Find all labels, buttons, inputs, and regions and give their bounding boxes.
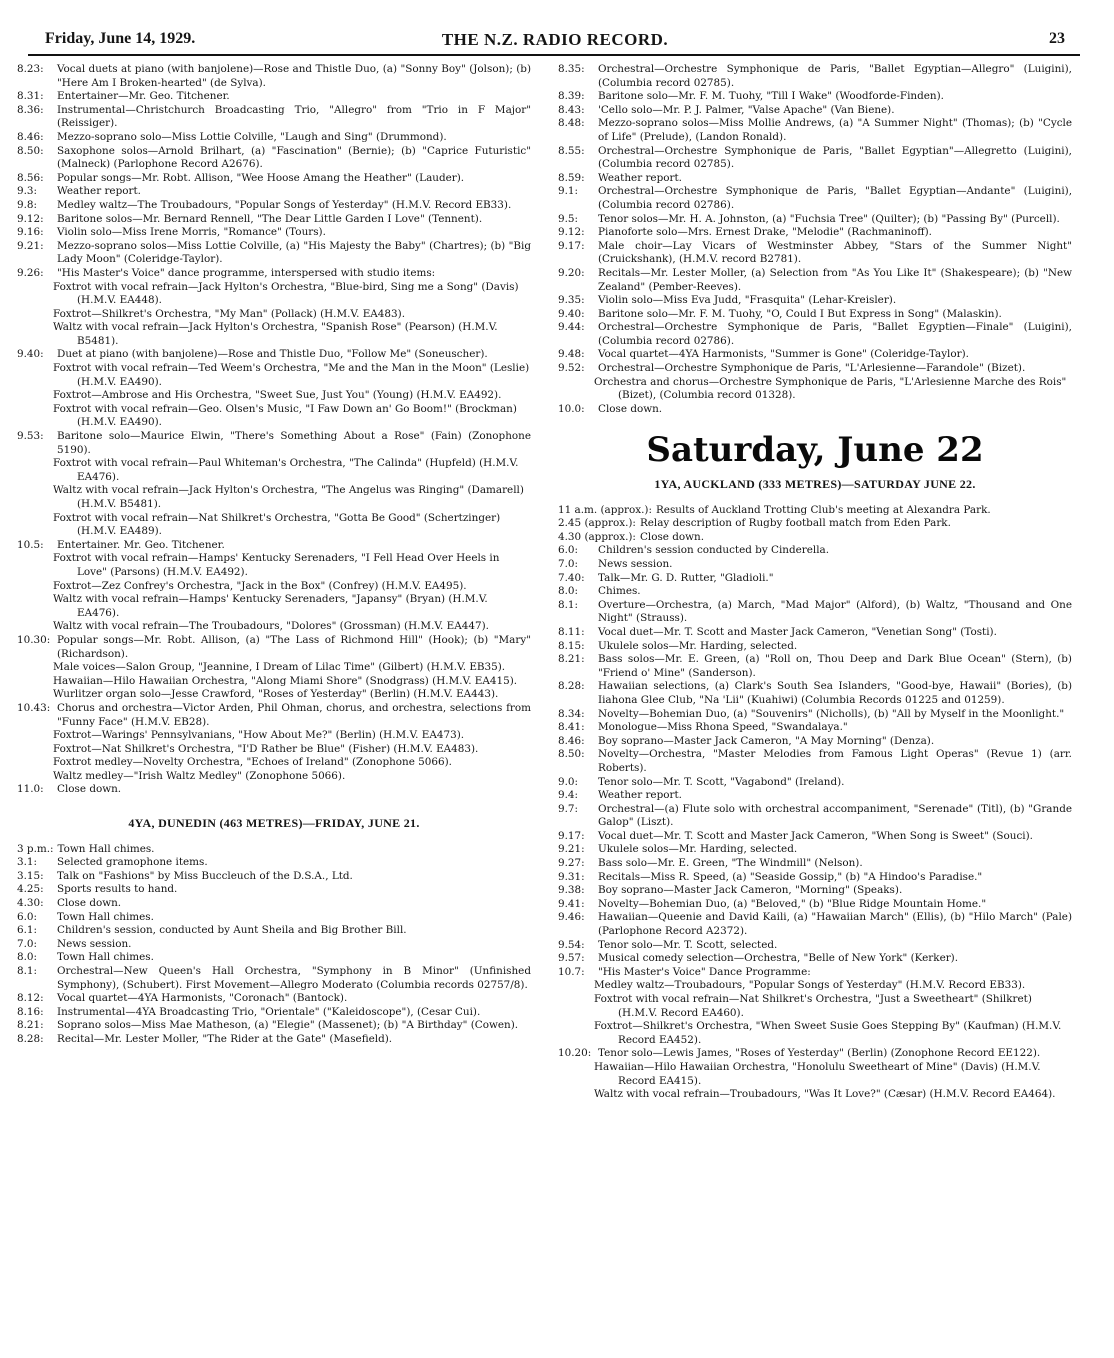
entry-text: Recital—Mr. Lester Moller, "The Rider at the Gate" (Masefield). [57, 1032, 393, 1045]
programme-item: Orchestra and chorus—Orchestre Symphonique de Paris, "L'Arlesienne Marche des Rois" (Bizet), (Columbia record 01328). [594, 375, 1067, 402]
entry-text: Monologue—Miss Rhona Speed, "Swandalaya." [598, 721, 848, 734]
programme-entry [558, 226, 1072, 240]
programme-list [558, 504, 1072, 980]
programme-entry [17, 897, 531, 911]
entry-time: 11.0: [17, 783, 44, 796]
programme-entry [17, 199, 531, 213]
entry-time: 9.16: [17, 226, 44, 239]
programme-entry [558, 653, 1072, 680]
entry-text: Instrumental—4YA Broadcasting Trio, "Orientale" ("Kaleidoscope"), (Cesar Cui). [57, 1005, 481, 1018]
programme-entry [17, 883, 531, 897]
programme-entry [558, 898, 1072, 912]
entry-text: Orchestral—New Queen's Hall Orchestra, "Symphony in B Minor" (Unfinished Symphony), (Schubert). First Movement—Allegro Moderato (Columbia records 02757/8). [57, 965, 531, 991]
programme-entry [558, 789, 1072, 803]
programme-list [558, 63, 1072, 376]
programme-entry [17, 185, 531, 199]
entry-time: 9.46: [558, 911, 585, 924]
entry-text: Medley waltz—The Troubadours, "Popular Songs of Yesterday" (H.M.V. Record EB33). [57, 198, 512, 211]
section-heading-1ya: 1YA, AUCKLAND (333 METRES)—SATURDAY JUNE 22. [654, 477, 976, 492]
entry-text: Recitals—Miss R. Speed, (a) "Seaside Gossip," (b) "A Hindoo's Paradise." [598, 870, 983, 883]
entry-text: Baritone solo—Mr. F. M. Tuohy, "O, Could I But Express in Song" (Malaskin). [598, 307, 1002, 320]
programme-entry [17, 348, 531, 362]
programme-entry [558, 871, 1072, 885]
entry-text: Close down. [598, 402, 663, 415]
entry-time: 8.31: [17, 90, 44, 103]
right-column [558, 63, 1072, 1102]
entry-text: Saxophone solos—Arnold Brilhart, (a) "Fascination" (Bernie); (b) "Caprice Futuristic" (Malneck) (Parlophone Record A2676). [57, 144, 531, 171]
entry-text: Weather report. [598, 789, 682, 802]
entry-text: Musical comedy selection—Orchestra, "Belle of New York" (Kerker). [598, 952, 959, 965]
entry-text: Tenor solo—Mr. T. Scott, "Vagabond" (Ireland). [598, 775, 845, 788]
entry-text: Children's session conducted by Cinderella. [598, 544, 830, 557]
entry-time: 8.55: [558, 144, 585, 157]
entry-time: 9.5: [558, 212, 579, 225]
entry-text: Bass solo—Mr. E. Green, "The Windmill" (Nelson). [598, 857, 863, 870]
entry-time: 7.40: [558, 571, 585, 584]
entry-text: Recitals—Mr. Lester Moller, (a) Selection from "As You Like It" (Shakespeare); (b) "New Zealand" (Pember-Reeves). [598, 266, 1072, 293]
programme-item: Wurlitzer organ solo—Jesse Crawford, "Roses of Yesterday" (Berlin) (H.M.V. EA443). [53, 688, 499, 701]
entry-text: Ukulele solos—Mr. Harding, selected. [598, 843, 798, 856]
programme-list [17, 843, 531, 1047]
entry-text: Mezzo-soprano solo—Miss Lottie Colville, "Laugh and Sing" (Drummond). [57, 130, 447, 143]
programme-entry [558, 294, 1072, 308]
entry-time: 10.7: [558, 965, 585, 978]
programme-entry-wrap [17, 348, 531, 362]
entry-text: Novelty—Bohemian Duo, (a) "Souvenirs" (Nicholls), (b) "All by Myself in the Moonlight." [598, 707, 1065, 720]
entry-time: 9.1: [558, 185, 579, 198]
entry-text: Entertainer—Mr. Geo. Titchener. [57, 90, 230, 103]
entry-text: Town Hall chimes. [57, 951, 154, 964]
programme-entry [17, 856, 531, 870]
entry-text: Tenor solo—Mr. T. Scott, selected. [598, 938, 778, 951]
programme-entry [558, 776, 1072, 790]
entry-time: 9.57: [558, 952, 585, 965]
programme-entry [17, 539, 531, 553]
entry-time: 8.36: [17, 103, 44, 116]
programme-entry-wrap [17, 702, 531, 729]
programme-item: Foxtrot medley—Novelty Orchestra, "Echoes of Ireland" (Zonophone 5066). [53, 756, 452, 769]
programme-entry [17, 63, 531, 90]
entry-time: 8.46: [17, 130, 44, 143]
programme-entry-wrap [17, 783, 531, 797]
programme-entry [558, 240, 1072, 267]
programme-entry [17, 965, 531, 992]
programme-entry [17, 951, 531, 965]
programme-entry [558, 104, 1072, 118]
programme-entry [558, 348, 1072, 362]
entry-time: 3 p.m.: [17, 842, 54, 855]
entry-text: Popular songs—Mr. Robt. Allison, (a) "The Lass of Richmond Hill" (Hook); (b) "Mary" (Richardson). [57, 633, 531, 660]
programme-item: Foxtrot with vocal refrain—Geo. Olsen's Music, "I Faw Down an' Go Boom!" (Brockman) (H.M.V. EA490). [53, 402, 517, 429]
entry-text: Sports results to hand. [57, 883, 178, 896]
programme-entry [558, 735, 1072, 749]
entry-text: Talk on "Fashions" by Miss Buccleuch of the D.S.A., Ltd. [57, 869, 353, 882]
programme-entry-wrap [17, 430, 531, 457]
entry-time: 9.17: [558, 829, 585, 842]
entry-time: 8.21: [17, 1019, 44, 1032]
entry-text: 'Cello solo—Mr. P. J. Palmer, "Valse Apache" (Van Biene). [598, 103, 895, 116]
programme-entry [558, 403, 1072, 417]
programme-list [17, 457, 531, 539]
programme-entry [558, 267, 1072, 294]
programme-entry [558, 172, 1072, 186]
programme-item: Foxtrot with vocal refrain—Nat Shilkret's Orchestra, "Gotta Be Good" (Schertzinger) (H.M.V. EA489). [53, 511, 501, 538]
entry-time: 9.4: [558, 789, 579, 802]
programme-entry [17, 131, 531, 145]
programme-entry [558, 145, 1072, 172]
entry-time: 9.48: [558, 348, 585, 361]
entry-text: Orchestral—Orchestre Symphonique de Paris, "L'Arlesienne—Farandole" (Bizet). [598, 362, 1026, 375]
programme-list [17, 63, 531, 281]
entry-text: Baritone solos—Mr. Bernard Rennell, "The Dear Little Garden I Love" (Tennent). [57, 212, 483, 225]
programme-entry [558, 857, 1072, 871]
programme-entry [558, 544, 1072, 558]
programme-entry [17, 90, 531, 104]
entry-text: Selected gramophone items. [57, 856, 208, 869]
entry-time: 4.25: [17, 883, 44, 896]
programme-item: Foxtrot with vocal refrain—Nat Shilkret's Orchestra, "Just a Sweetheart" (Shilkret) (H.M.V. Record EA460). [594, 993, 1032, 1019]
programme-entry [558, 680, 1072, 707]
programme-entry [558, 640, 1072, 654]
programme-item: Hawaiian—Hilo Hawaiian Orchestra, "Honolulu Sweetheart of Mine" (Davis) (H.M.V. Record EA415). [594, 1060, 1041, 1087]
programme-entry [17, 145, 531, 172]
programme-entry-wrap [558, 403, 1072, 417]
programme-entry [558, 803, 1072, 830]
entry-text: Entertainer. Mr. Geo. Titchener. [57, 538, 225, 551]
programme-entry [17, 1019, 531, 1033]
entry-text: Vocal quartet—4YA Harmonists, "Coronach" (Bantock). [57, 992, 348, 1005]
programme-entry-wrap [17, 634, 531, 661]
entry-time: 9.54: [558, 938, 585, 951]
programme-entry [17, 172, 531, 186]
entry-time: 9.40: [17, 348, 44, 361]
issue-date: Friday, June 14, 1929. [45, 30, 196, 47]
entry-text: Orchestral—(a) Flute solo with orchestral accompaniment, "Serenade" (Titl), (b) "Grande Galop" (Liszt). [598, 802, 1072, 829]
programme-entry [558, 843, 1072, 857]
entry-time: 6.0: [558, 544, 579, 557]
entry-time: 10.43: [17, 701, 51, 714]
entry-time: 11 a.m. (approx.): [558, 503, 652, 516]
programme-entry [17, 938, 531, 952]
entry-text: Overture—Orchestra, (a) March, "Mad Major" (Alford), (b) Waltz, "Thousand and One Night" (Strauss). [598, 598, 1072, 625]
entry-time: 8.35: [558, 63, 585, 75]
entry-time: 8.39: [558, 90, 585, 103]
entry-time: 9.38: [558, 884, 585, 897]
day-title: Saturday, June 22 [646, 430, 984, 471]
entry-time: 8.43: [558, 103, 585, 116]
entry-time: 2.45 (approx.): [558, 517, 636, 530]
entry-time: 8.48: [558, 117, 585, 130]
programme-item: Male voices—Salon Group, "Jeannine, I Dream of Lilac Time" (Gilbert) (H.M.V. EB35). [53, 661, 506, 674]
entry-text: Boy soprano—Master Jack Cameron, "Morning" (Speaks). [598, 884, 903, 897]
entry-time: 9.44: [558, 321, 585, 334]
programme-entry [17, 240, 531, 267]
entry-text: Orchestral—Orchestre Symphonique de Paris, "Ballet Egyptien—Finale" (Luigini), (Columbia record 02786). [598, 321, 1072, 347]
entry-time: 8.28: [17, 1032, 44, 1045]
programme-entry [17, 1033, 531, 1047]
entry-time: 9.35: [558, 294, 585, 307]
programme-entry [17, 213, 531, 227]
programme-entry [558, 117, 1072, 144]
programme-entry [558, 884, 1072, 898]
entry-time: 9.20: [558, 266, 585, 279]
entry-text: Weather report. [598, 171, 682, 184]
entry-time: 8.21: [558, 653, 585, 666]
entry-text: Boy soprano—Master Jack Cameron, "A May Morning" (Denza). [598, 734, 935, 747]
programme-item: Foxtrot—Warings' Pennsylvanians, "How About Me?" (Berlin) (H.M.V. EA473). [53, 729, 465, 742]
entry-time: 8.50: [558, 748, 585, 761]
entry-time: 9.3: [17, 185, 38, 198]
programme-entry [558, 63, 1072, 90]
entry-time: 10.0: [558, 402, 585, 415]
programme-item: Foxtrot—Zez Confrey's Orchestra, "Jack in the Box" (Confrey) (H.M.V. EA495). [53, 579, 467, 592]
programme-entry-wrap [17, 539, 531, 553]
programme-entry [558, 911, 1072, 938]
programme-entry [558, 626, 1072, 640]
entry-text: Town Hall chimes. [57, 910, 154, 923]
entry-time: 9.12: [17, 212, 44, 225]
entry-text: Ukulele solos—Mr. Harding, selected. [598, 639, 798, 652]
entry-text: Results of Auckland Trotting Club's meeting at Alexandra Park. [655, 503, 991, 516]
entry-time: 8.28: [558, 680, 585, 693]
entry-text: News session. [57, 937, 132, 950]
entry-text: Close down. [57, 897, 122, 910]
programme-entry [17, 843, 531, 857]
programme-entry [558, 213, 1072, 227]
programme-entry [17, 992, 531, 1006]
programme-entry [558, 708, 1072, 722]
programme-list [17, 661, 531, 702]
programme-item: Foxtrot—Nat Shilkret's Orchestra, "I'D Rather be Blue" (Fisher) (H.M.V. EA483). [53, 742, 479, 755]
entry-text: Pianoforte solo—Mrs. Ernest Drake, "Melodie" (Rachmaninoff). [598, 226, 932, 239]
entry-time: 8.1: [17, 965, 38, 977]
left-column [17, 63, 531, 1047]
entry-time: 9.12: [558, 226, 585, 239]
entry-text: Close down. [57, 783, 122, 796]
programme-entry [558, 321, 1072, 348]
entry-time: 9.17: [558, 239, 585, 252]
programme-entry [558, 748, 1072, 775]
programme-list [17, 729, 531, 783]
entry-time: 8.11: [558, 625, 585, 638]
entry-time: 9.40: [558, 307, 585, 320]
entry-text: Vocal duet—Mr. T. Scott and Master Jack Cameron, "Venetian Song" (Tosti). [598, 625, 997, 638]
programme-item: Foxtrot with vocal refrain—Hamps' Kentucky Serenaders, "I Fell Head Over Heels in Love" (Parsons) (H.M.V. EA492). [53, 552, 500, 578]
programme-list [558, 1061, 1072, 1102]
entry-text: Novelty—Orchestra, "Master Melodies from Famous Light Operas" (Revue 1) (arr. Roberts). [598, 748, 1072, 774]
entry-time: 8.1: [558, 598, 579, 611]
entry-text: "His Master's Voice" dance programme, interspersed with studio items: [57, 266, 436, 279]
entry-time: 9.8: [17, 198, 38, 211]
entry-time: 9.31: [558, 870, 585, 883]
programme-item: Foxtrot with vocal refrain—Paul Whiteman's Orchestra, "The Calinda" (Hupfeld) (H.M.V. EA476). [53, 457, 519, 483]
programme-entry [558, 308, 1072, 322]
entry-time: 3.15: [17, 869, 44, 882]
entry-time: 9.41: [558, 897, 585, 910]
entry-time: 3.1: [17, 856, 38, 869]
programme-entry [558, 830, 1072, 844]
entry-text: Male choir—Lay Vicars of Westminster Abbey, "Stars of the Summer Night" (Cruickshank), (H.M.V. record B2781). [598, 239, 1072, 266]
entry-text: Bass solos—Mr. E. Green, (a) "Roll on, Thou Deep and Dark Blue Ocean" (Stern), (b) "Friend o' Mine" (Sanderson). [598, 653, 1072, 679]
page-number: 23 [1049, 30, 1065, 47]
programme-entry [558, 517, 1072, 531]
entry-text: Children's session, conducted by Aunt Sheila and Big Brother Bill. [57, 924, 407, 937]
programme-entry [17, 911, 531, 925]
entry-text: News session. [598, 558, 673, 570]
entry-text: Mezzo-soprano solos—Miss Mollie Andrews, (a) "A Summer Night" (Thomas); (b) "Cycle of Life" (Prelude), (Landon Ronald). [598, 117, 1072, 143]
programme-entry [17, 104, 531, 131]
entry-text: Hawaiian selections, (a) Clark's South Sea Islanders, "Good-bye, Hawaii" (Bories), (b) Iiahona Glee Club, "Na 'Lii" (Kuahiwi) (Columbia Records 01225 and 01259). [598, 680, 1072, 706]
entry-text: Violin solo—Miss Eva Judd, "Frasquita" (Lehar-Kreisler). [598, 294, 897, 307]
entry-time: 8.50: [17, 144, 44, 157]
programme-item: Waltz with vocal refrain—Troubadours, "Was It Love?" (Cæsar) (H.M.V. Record EA464). [594, 1088, 1056, 1101]
entry-time: 9.21: [558, 843, 585, 856]
entry-text: Chorus and orchestra—Victor Arden, Phil Ohman, chorus, and orchestra, selections from "Funny Face" (H.M.V. EB28). [57, 701, 531, 728]
entry-time: 7.0: [17, 937, 38, 950]
programme-entry [558, 966, 1072, 980]
programme-item: Medley waltz—Troubadours, "Popular Songs of Yesterday" (H.M.V. Record EB33). [594, 979, 1026, 992]
programme-entry [17, 267, 531, 281]
entry-time: 8.0: [558, 585, 579, 598]
entry-time: 9.52: [558, 362, 585, 375]
entry-time: 8.0: [17, 951, 38, 964]
entry-text: Duet at piano (with banjolene)—Rose and Thistle Duo, "Follow Me" (Soneuscher). [57, 348, 488, 361]
programme-entry [558, 1047, 1072, 1061]
programme-item: Waltz with vocal refrain—Jack Hylton's Orchestra, "Spanish Rose" (Pearson) (H.M.V. B5481). [53, 321, 498, 347]
programme-list [17, 552, 531, 634]
programme-entry [17, 226, 531, 240]
entry-time: 8.59: [558, 171, 585, 184]
entry-text: Novelty—Bohemian Duo, (a) "Beloved," (b) "Blue Ridge Mountain Home." [598, 897, 987, 910]
entry-time: 4.30 (approx.): [558, 530, 636, 543]
programme-entry [558, 585, 1072, 599]
entry-text: Vocal quartet—4YA Harmonists, "Summer is Gone" (Coleridge-Taylor). [598, 348, 969, 361]
programme-entry [558, 531, 1072, 545]
section-heading-4ya: 4YA, DUNEDIN (463 METRES)—FRIDAY, JUNE 21. [128, 816, 420, 831]
entry-text: Town Hall chimes. [57, 842, 155, 855]
programme-entry [17, 1006, 531, 1020]
programme-entry [17, 634, 531, 661]
entry-text: Orchestral—Orchestre Symphonique de Paris, "Ballet Egyptian"—Allegretto (Luigini), (Columbia record 02785). [598, 144, 1072, 171]
entry-text: Mezzo-soprano solos—Miss Lottie Colville, (a) "His Majesty the Baby" (Chartres); (b) "Big Lady Moon" (Coleridge-Taylor). [57, 239, 531, 266]
entry-text: Chimes. [598, 585, 641, 598]
entry-text: Popular songs—Mr. Robt. Allison, "Wee Hoose Amang the Heather" (Lauder). [57, 171, 465, 184]
entry-time: 9.26: [17, 266, 44, 279]
entry-time: 9.21: [17, 239, 44, 252]
entry-text: Tenor solo—Lewis James, "Roses of Yesterday" (Berlin) (Zonophone Record EE122). [598, 1047, 1041, 1060]
programme-entry [558, 939, 1072, 953]
programme-entry [17, 783, 531, 797]
entry-text: Vocal duet—Mr. T. Scott and Master Jack Cameron, "When Song is Sweet" (Souci). [598, 829, 1033, 842]
entry-time: 8.15: [558, 639, 585, 652]
entry-time: 9.0: [558, 775, 579, 788]
programme-entry [17, 430, 531, 457]
programme-entry [558, 362, 1072, 376]
programme-entry [17, 870, 531, 884]
entry-time: 8.12: [17, 992, 44, 1005]
entry-text: Instrumental—Christchurch Broadcasting Trio, "Allegro" from "Trio in F Major" (Reissiger). [57, 103, 531, 130]
programme-entry-wrap [558, 1047, 1072, 1061]
entry-time: 8.41: [558, 721, 585, 734]
entry-time: 8.34: [558, 707, 585, 720]
programme-entry [558, 558, 1072, 572]
entry-text: Baritone solo—Mr. F. M. Tuohy, "Till I Wake" (Woodforde-Finden). [598, 90, 944, 103]
entry-text: Baritone solo—Maurice Elwin, "There's Something About a Rose" (Fain) (Zonophone 5190). [57, 430, 531, 456]
entry-time: 9.27: [558, 857, 585, 870]
entry-time: 8.23: [17, 63, 44, 75]
programme-entry [558, 599, 1072, 626]
programme-entry [558, 90, 1072, 104]
entry-text: Weather report. [57, 185, 141, 198]
entry-text: Orchestral—Orchestre Symphonique de Paris, "Ballet Egyptian—Allegro" (Luigini), (Columbia record 02785). [598, 63, 1072, 89]
entry-time: 8.46: [558, 734, 585, 747]
entry-text: Violin solo—Miss Irene Morris, "Romance" (Tours). [57, 226, 326, 239]
programme-entry [558, 952, 1072, 966]
programme-item: Waltz with vocal refrain—The Troubadours, "Dolores" (Grossman) (H.M.V. EA447). [53, 620, 489, 633]
entry-time: 8.16: [17, 1005, 44, 1018]
programme-entry [558, 572, 1072, 586]
entry-time: 7.0: [558, 558, 579, 570]
entry-time: 10.20: [558, 1047, 592, 1060]
entry-time: 10.5: [17, 538, 44, 551]
programme-entry [558, 721, 1072, 735]
entry-time: 6.1: [17, 924, 38, 937]
programme-list [17, 362, 531, 430]
entry-time: 9.53: [17, 430, 44, 443]
entry-text: Orchestral—Orchestre Symphonique de Paris, "Ballet Egyptian—Andante" (Luigini), (Columbia record 02786). [598, 185, 1072, 211]
entry-time: 6.0: [17, 910, 38, 923]
entry-text: Relay description of Rugby football match from Eden Park. [639, 517, 951, 530]
entry-time: 9.7: [558, 802, 579, 815]
programme-item: Hawaiian—Hilo Hawaiian Orchestra, "Along Miami Shore" (Snodgrass) (H.M.V. EA415). [53, 674, 518, 687]
entry-text: Vocal duets at piano (with banjolene)—Rose and Thistle Duo, (a) "Sonny Boy" (Jolson); (b) "Here Am I Broken-hearted" (de Sylva). [57, 63, 531, 89]
programme-item: Foxtrot—Ambrose and His Orchestra, "Sweet Sue, Just You" (Young) (H.M.V. EA492). [53, 389, 502, 402]
programme-entry [17, 702, 531, 729]
programme-list [558, 979, 1072, 1047]
entry-time: 10.30: [17, 633, 51, 646]
entry-text: Hawaiian—Queenie and David Kaili, (a) "Hawaiian March" (Ellis), (b) "Hilo March" (Pale) (Parlophone Record A2372). [598, 911, 1072, 938]
entry-text: "His Master's Voice" Dance Programme: [598, 965, 811, 978]
entry-time: 8.56: [17, 171, 44, 184]
programme-item: Waltz with vocal refrain—Jack Hylton's Orchestra, "The Angelus was Ringing" (Damarell) (H.M.V. B5481). [53, 484, 524, 510]
programme-item: Foxtrot—Shilkret's Orchestra, "My Man" (Pollack) (H.M.V. EA483). [53, 307, 406, 320]
entry-text: Close down. [639, 530, 705, 543]
programme-item: Foxtrot—Shilkret's Orchestra, "When Sweet Susie Goes Stepping By" (Kaufman) (H.M.V. Record EA452). [594, 1020, 1062, 1046]
programme-item: Foxtrot with vocal refrain—Jack Hylton's Orchestra, "Blue-bird, Sing me a Song" (Davis) (H.M.V. EA448). [53, 280, 519, 307]
programme-entry [558, 504, 1072, 518]
entry-time: 4.30: [17, 897, 44, 910]
entry-text: Soprano solos—Miss Mae Matheson, (a) "Elegie" (Massenet); (b) "A Birthday" (Cowen). [57, 1019, 519, 1032]
entry-text: Talk—Mr. G. D. Rutter, "Gladioli." [598, 571, 774, 584]
entry-text: Tenor solos—Mr. H. A. Johnston, (a) "Fuchsia Tree" (Quilter); (b) "Passing By" (Purcell). [598, 212, 1060, 225]
programme-entry [558, 185, 1072, 212]
programme-item: Waltz medley—"Irish Waltz Medley" (Zonophone 5066). [53, 769, 346, 782]
programme-item: Foxtrot with vocal refrain—Ted Weem's Orchestra, "Me and the Man in the Moon" (Leslie) (H.M.V. EA490). [53, 362, 530, 388]
header-rule [28, 54, 1080, 56]
publication-title: THE N.Z. RADIO RECORD. [441, 30, 669, 49]
programme-entry [17, 924, 531, 938]
programme-list [17, 281, 531, 349]
programme-item: Waltz with vocal refrain—Hamps' Kentucky Serenaders, "Japansy" (Bryan) (H.M.V. EA476). [53, 593, 488, 619]
